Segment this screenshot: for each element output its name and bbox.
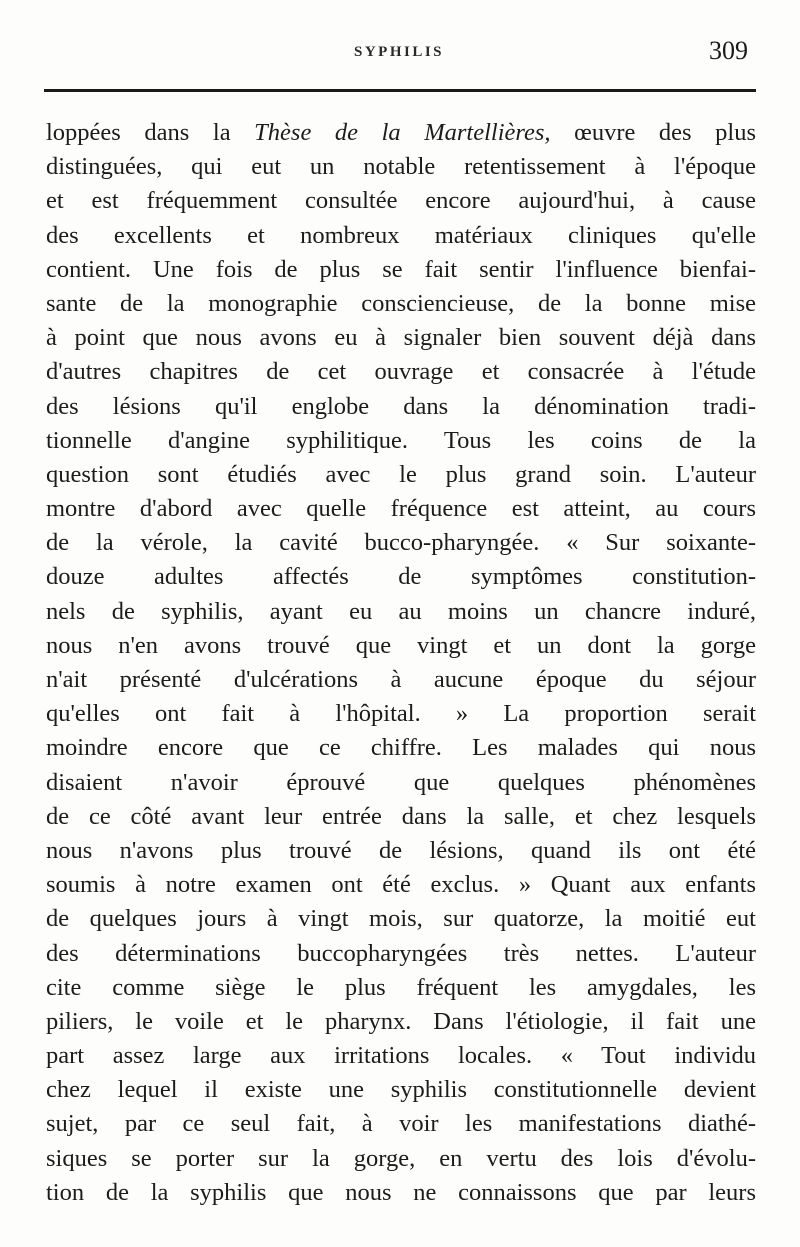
text-line: disaient n'avoir éprouvé que quelques phénomènes: [46, 768, 756, 796]
text-line: question sont étudiés avec le plus grand soin. L'auteur: [46, 460, 756, 488]
text-segment: œuvre des plus: [550, 119, 756, 146]
text-line: distinguées, qui eut un notable retentissement à l'époque: [46, 153, 756, 181]
text-line: part assez large aux irritations locales. « Tout individu: [46, 1042, 756, 1070]
body-text: [46, 116, 756, 1210]
text-segment: loppées dans la: [46, 119, 255, 146]
text-line: d'autres chapitres de cet ouvrage et consacrée à l'étude: [46, 358, 756, 386]
text-line: de la vérole, la cavité bucco-pharyngée. « Sur soixante-: [46, 529, 756, 557]
running-head-title: SYPHILIS: [353, 44, 445, 60]
text-line: sujet, par ce seul fait, à voir les manifestations diathé-: [46, 1110, 756, 1138]
text-line: de ce côté avant leur entrée dans la salle, et chez lesquels: [46, 802, 756, 830]
text-line: [46, 116, 756, 150]
text-line: sante de la monographie consciencieuse, de la bonne mise: [46, 289, 756, 317]
running-head: [44, 30, 754, 70]
text-line: qu'elles ont fait à l'hôpital. » La proportion serait: [46, 700, 756, 728]
page-number: 309: [709, 36, 748, 65]
text-line: moindre encore que ce chiffre. Les malades qui nous: [46, 734, 756, 762]
text-line: nels de syphilis, ayant eu au moins un chancre induré,: [46, 597, 756, 625]
text-line: douze adultes affectés de symptômes constitution-: [46, 563, 756, 591]
text-line: des lésions qu'il englobe dans la dénomination tradi-: [46, 392, 756, 420]
text-line: des déterminations buccopharyngées très nettes. L'auteur: [46, 939, 756, 967]
text-line: des excellents et nombreux matériaux cliniques qu'elle: [46, 221, 756, 249]
text-line: tionnelle d'angine syphilitique. Tous les coins de la: [46, 426, 756, 454]
italic-title: Thèse de la Martellières,: [254, 119, 551, 146]
text-line: piliers, le voile et le pharynx. Dans l'étiologie, il fait une: [46, 1007, 756, 1035]
text-line: chez lequel il existe une syphilis constitutionnelle devient: [46, 1076, 756, 1104]
text-line: nous n'avons plus trouvé de lésions, quand ils ont été: [46, 836, 756, 864]
text-line: nous n'en avons trouvé que vingt et un dont la gorge: [46, 631, 756, 659]
text-line: à point que nous avons eu à signaler bien souvent déjà dans: [46, 324, 756, 352]
text-line: et est fréquemment consultée encore aujourd'hui, à cause: [46, 187, 756, 215]
text-line: montre d'abord avec quelle fréquence est atteint, au cours: [46, 495, 756, 523]
text-line: cite comme siège le plus fréquent les amygdales, les: [46, 973, 756, 1001]
header-rule: [44, 89, 756, 92]
text-line: de quelques jours à vingt mois, sur quatorze, la moitié eut: [46, 905, 756, 933]
text-line: soumis à notre examen ont été exclus. » Quant aux enfants: [46, 871, 756, 899]
text-line: tion de la syphilis que nous ne connaissons que par leurs: [46, 1178, 756, 1206]
text-line: contient. Une fois de plus se fait sentir l'influence bienfai-: [46, 255, 756, 283]
text-line: siques se porter sur la gorge, en vertu des lois d'évolu-: [46, 1144, 756, 1172]
text-line: n'ait présenté d'ulcérations à aucune époque du séjour: [46, 666, 756, 693]
